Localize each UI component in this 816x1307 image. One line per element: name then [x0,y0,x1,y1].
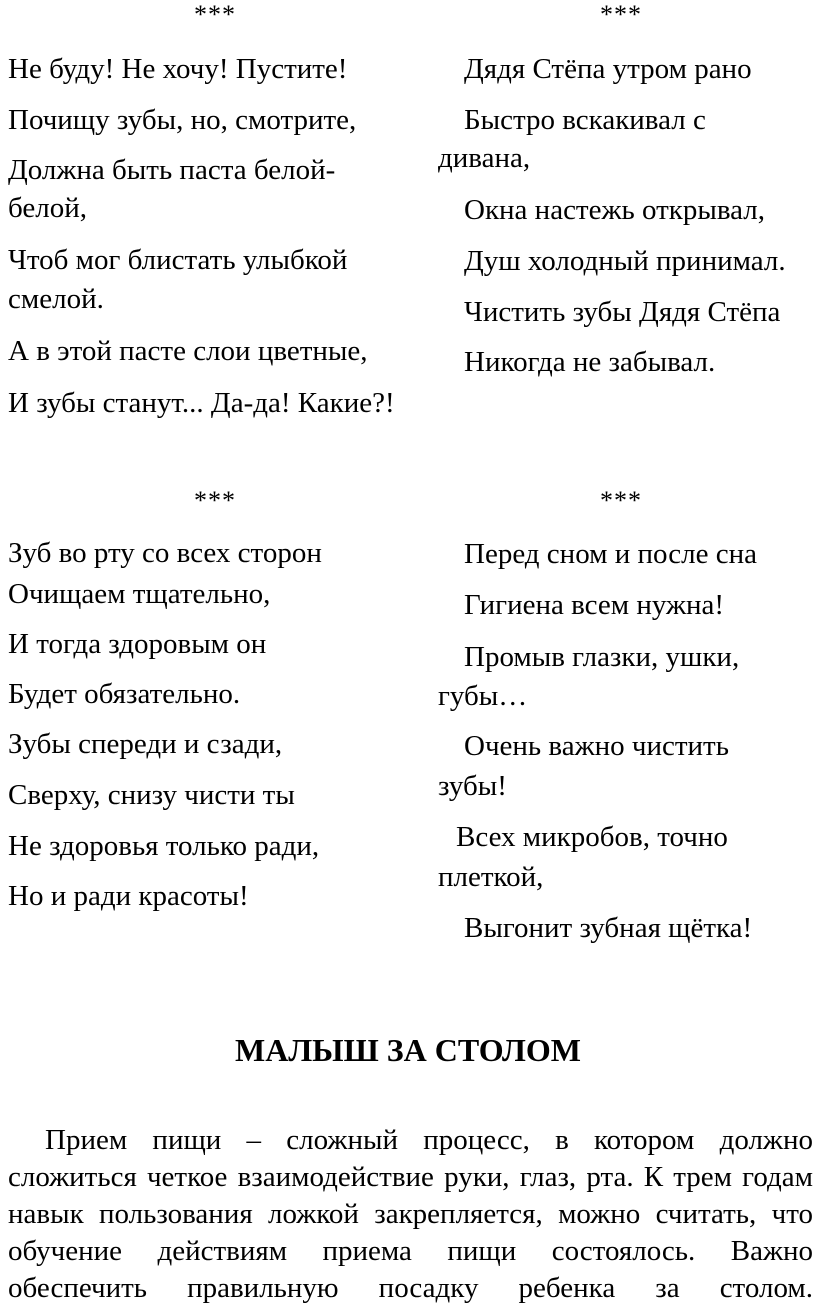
paragraph-line: Прием пищи – сложный процесс, в котором должно [45,1124,813,1156]
poem-3-separator: *** [194,486,236,515]
poem-1-line: смелой. [8,283,104,315]
poem-4-separator: *** [600,486,642,515]
poem-3-line: Очищаем тщательно, [8,578,271,610]
poem-3-line: Не здоровья только ради, [8,830,320,862]
poem-2-line: дивана, [438,142,531,174]
paragraph [8,1122,813,1307]
poem-4-line: Очень важно чистить [464,730,729,762]
poem-3-line: Зубы спереди и сзади, [8,728,283,760]
poem-4-line: плеткой, [438,861,544,893]
paragraph-line: обеспечить правильную посадку ребенка за столом. [8,1272,813,1304]
poem-2-separator: *** [600,0,642,29]
poem-4-line: зубы! [438,770,507,802]
poem-1-line: Почищу зубы, но, смотрите, [8,104,357,136]
poem-1-separator: *** [194,0,236,29]
poem-1-line: белой, [8,192,87,224]
poem-4-line: Перед сном и после сна [464,538,757,570]
poem-2-line: Чистить зубы Дядя Стёпа [464,296,781,328]
poem-2-line: Дядя Стёпа утром рано [464,53,752,85]
poem-2-line: Окна настежь открывал, [464,194,766,226]
poem-3-line: Будет обязательно. [8,678,241,710]
poem-4-line: Гигиена всем нужна! [464,589,725,621]
poem-3-line: Сверху, снизу чисти ты [8,779,295,811]
poem-2-line: Быстро вскакивал с [464,104,706,136]
poem-1-line: Не буду! Не хочу! Пустите! [8,53,348,85]
poem-4-line: Промыв глазки, ушки, [464,641,740,673]
paragraph-line: обучение действиям приема пищи состоялось. Важно [8,1235,813,1267]
poem-4-line: губы… [438,680,528,712]
paragraph-line: навык пользования ложкой закрепляется, можно считать, что [8,1198,813,1230]
section-title: МАЛЫШ ЗА СТОЛОМ [235,1032,581,1068]
poem-1-line: Чтоб мог блистать улыбкой [8,244,348,276]
poem-3-line: Но и ради красоты! [8,880,249,912]
poem-4-line: Выгонит зубная щётка! [464,912,753,944]
poem-4-line: Всех микробов, точно [456,821,728,853]
poem-3-line: И тогда здоровым он [8,628,267,660]
poem-2-line: Никогда не забывал. [464,346,716,378]
poem-1-line: А в этой пасте слои цветные, [8,335,368,367]
poem-2-line: Душ холодный принимал. [464,245,786,277]
poem-3-line: Зуб во рту со всех сторон [8,537,322,569]
poem-1-line: Должна быть паста белой- [8,154,336,186]
poem-1-line: И зубы станут... Да-да! Какие?! [8,387,395,419]
paragraph-line: сложиться четкое взаимодействие руки, глаз, рта. К трем годам [8,1161,813,1193]
